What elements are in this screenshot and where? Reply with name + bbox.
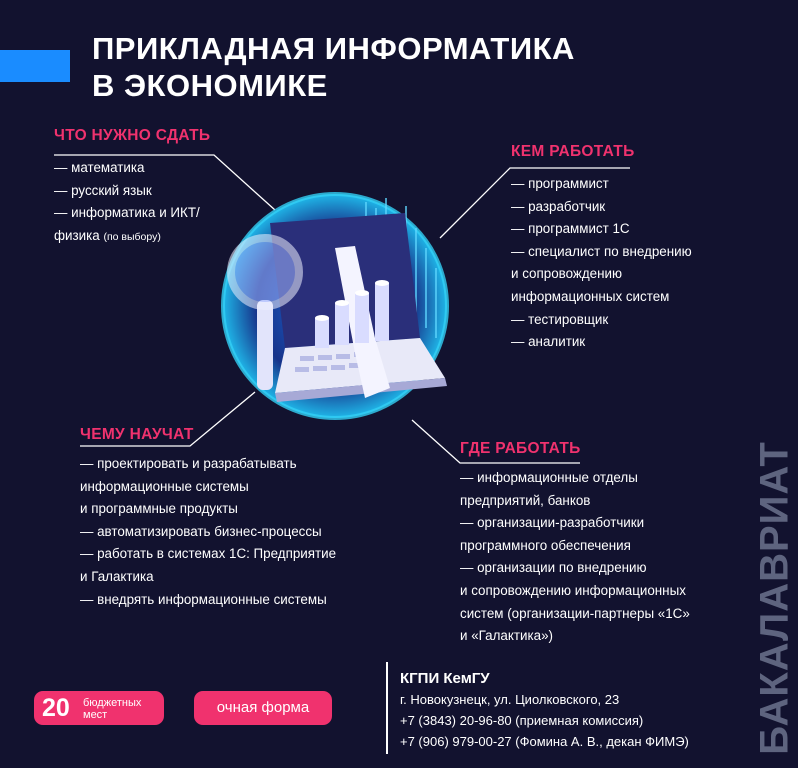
workplaces-heading: ГДЕ РАБОТАТЬ — [460, 440, 581, 457]
budget-label-line-2: мест — [83, 709, 108, 721]
budget-places-badge — [34, 691, 164, 725]
list-item: — программист 1С — [511, 221, 630, 237]
exams-list — [54, 157, 200, 248]
list-item: — математика — [54, 160, 145, 175]
list-item: — внедрять информационные системы — [80, 591, 327, 607]
list-item — [54, 225, 200, 249]
list-item: — программист — [511, 176, 609, 191]
contacts — [400, 668, 689, 752]
study-form-label: очная форма — [216, 699, 310, 716]
list-item: программного обеспечения — [460, 537, 631, 553]
list-item: — информатика и ИКТ/ — [54, 205, 200, 221]
level-label-container — [752, 428, 798, 768]
study-form-badge — [194, 691, 332, 725]
contacts-divider — [386, 662, 388, 754]
list-item: — аналитик — [511, 334, 586, 350]
budget-label-line-1: бюджетных — [83, 697, 142, 709]
list-item: — автоматизировать бизнес-процессы — [80, 523, 322, 539]
phone-dean: +7 (906) 979-00-27 (Фомина А. В., декан ФИМЭ) — [400, 734, 689, 749]
exam-note: (по выбору) — [103, 230, 161, 243]
list-item: информационных систем — [511, 288, 670, 304]
exams-heading: ЧТО НУЖНО СДАТЬ — [54, 127, 211, 144]
list-item: и сопровождению информационных — [460, 582, 686, 598]
list-item: и программные продукты — [80, 501, 238, 517]
careers-heading: КЕМ РАБОТАТЬ — [511, 143, 635, 160]
skills-heading: ЧЕМУ НАУЧАТ — [80, 426, 194, 443]
list-item: и «Галактика») — [460, 628, 553, 644]
list-item: — организации-разработчики — [460, 515, 645, 531]
list-item: — проектировать и разрабатывать — [80, 456, 297, 471]
workplaces-list — [460, 467, 690, 648]
list-item: — работать в системах 1С: Предприятие — [80, 546, 337, 562]
exam-physics: физика — [54, 227, 100, 243]
budget-number: 20 — [42, 694, 70, 722]
level-label: БАКАЛАВРИАТ — [752, 441, 797, 755]
list-item: — информационные отделы — [460, 470, 638, 485]
careers-list — [511, 173, 692, 354]
org-name: КГПИ КемГУ — [400, 670, 490, 687]
address: г. Новокузнецк, ул. Циолковского, 23 — [400, 692, 620, 707]
title-line-2: В ЭКОНОМИКЕ — [92, 68, 328, 103]
list-item: — специалист по внедрению — [511, 243, 692, 259]
phone-admissions: +7 (3843) 20-96-80 (приемная комиссия) — [400, 713, 644, 728]
list-item: — организации по внедрению — [460, 560, 647, 576]
budget-label — [83, 697, 141, 721]
list-item: предприятий, банков — [460, 492, 591, 508]
list-item: и Галактика — [80, 568, 154, 584]
skills-list — [80, 453, 336, 611]
list-item: систем (организации-партнеры «1С» — [460, 605, 690, 621]
title-line-1: ПРИКЛАДНАЯ ИНФОРМАТИКА — [92, 31, 575, 66]
list-item: — разработчик — [511, 198, 606, 214]
laptop-illustration — [215, 188, 465, 438]
list-item: — тестировщик — [511, 311, 609, 327]
list-item: — русский язык — [54, 182, 152, 198]
list-item: и сопровождению — [511, 266, 623, 282]
list-item: информационные системы — [80, 478, 249, 494]
